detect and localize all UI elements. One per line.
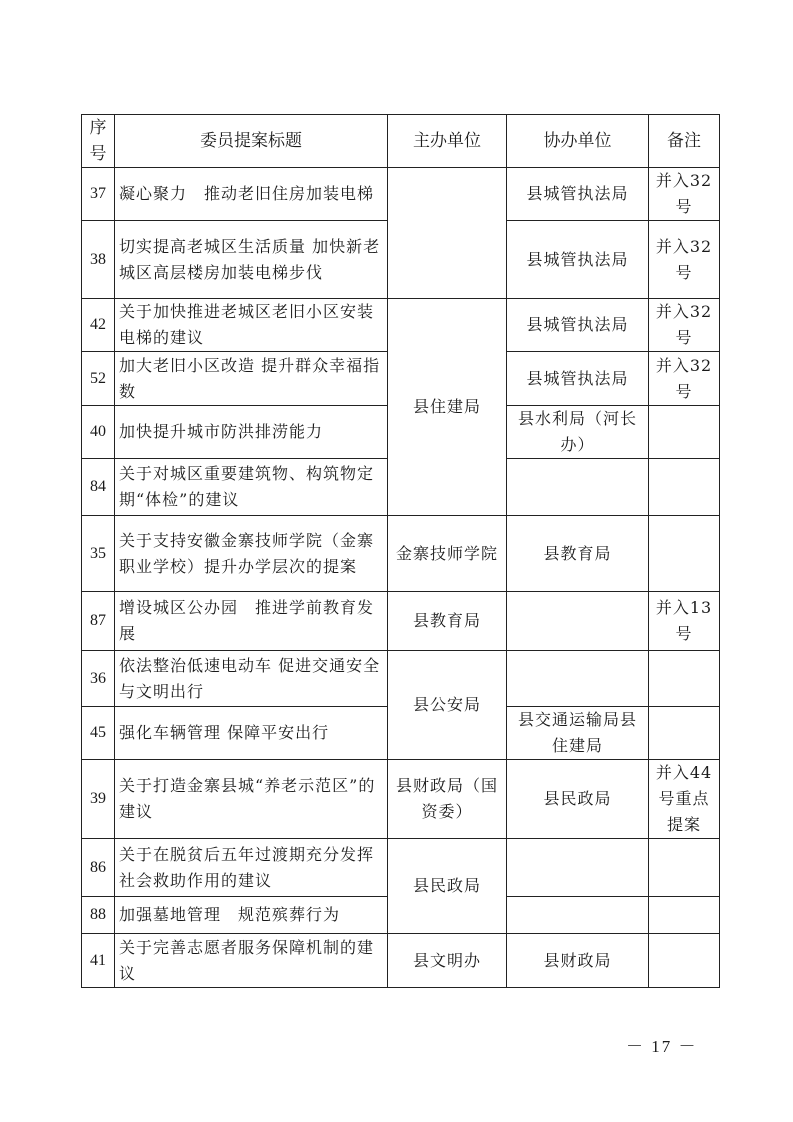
row-assist bbox=[507, 897, 649, 934]
row-note bbox=[649, 459, 720, 516]
row-note: 并入32号 bbox=[649, 168, 720, 221]
row-host: 县教育局 bbox=[388, 592, 507, 651]
row-host: 县民政局 bbox=[388, 839, 507, 934]
row-num: 52 bbox=[82, 352, 115, 406]
header-title: 委员提案标题 bbox=[115, 115, 388, 168]
row-assist bbox=[507, 592, 649, 651]
row-assist: 县城管执法局 bbox=[507, 168, 649, 221]
table-row bbox=[82, 934, 720, 988]
row-assist: 县财政局 bbox=[507, 934, 649, 988]
row-title: 关于打造金寨县城“养老示范区”的建议 bbox=[115, 760, 388, 839]
row-note bbox=[649, 707, 720, 760]
row-note: 并入13号 bbox=[649, 592, 720, 651]
row-num: 42 bbox=[82, 299, 115, 352]
row-num: 37 bbox=[82, 168, 115, 221]
row-num: 86 bbox=[82, 839, 115, 897]
row-title: 加大老旧小区改造 提升群众幸福指数 bbox=[115, 352, 388, 406]
header-num: 序号 bbox=[82, 115, 115, 168]
row-title: 关于完善志愿者服务保障机制的建议 bbox=[115, 934, 388, 988]
row-host: 县公安局 bbox=[388, 651, 507, 760]
row-title: 切实提高老城区生活质量 加快新老城区高层楼房加装电梯步伐 bbox=[115, 221, 388, 299]
row-note: 并入32号 bbox=[649, 352, 720, 406]
row-note bbox=[649, 406, 720, 459]
table-header-row bbox=[82, 115, 720, 168]
row-num: 39 bbox=[82, 760, 115, 839]
row-assist bbox=[507, 651, 649, 707]
row-assist: 县交通运输局县住建局 bbox=[507, 707, 649, 760]
row-assist: 县城管执法局 bbox=[507, 299, 649, 352]
row-num: 45 bbox=[82, 707, 115, 760]
row-note: 并入32号 bbox=[649, 221, 720, 299]
row-num: 38 bbox=[82, 221, 115, 299]
row-num: 40 bbox=[82, 406, 115, 459]
row-title: 关于支持安徽金寨技师学院（金寨职业学校）提升办学层次的提案 bbox=[115, 516, 388, 592]
row-note bbox=[649, 839, 720, 897]
row-note: 并入44号重点提案 bbox=[649, 760, 720, 839]
table-row bbox=[82, 651, 720, 707]
row-host: 县文明办 bbox=[388, 934, 507, 988]
row-title: 依法整治低速电动车 促进交通安全与文明出行 bbox=[115, 651, 388, 707]
row-host: 县住建局 bbox=[388, 299, 507, 516]
row-note bbox=[649, 934, 720, 988]
row-title: 关于对城区重要建筑物、构筑物定期“体检”的建议 bbox=[115, 459, 388, 516]
row-note bbox=[649, 897, 720, 934]
header-assist: 协办单位 bbox=[507, 115, 649, 168]
row-title: 关于加快推进老城区老旧小区安装电梯的建议 bbox=[115, 299, 388, 352]
header-note: 备注 bbox=[649, 115, 720, 168]
row-assist bbox=[507, 459, 649, 516]
row-num: 41 bbox=[82, 934, 115, 988]
row-title: 加快提升城市防洪排涝能力 bbox=[115, 406, 388, 459]
row-title: 强化车辆管理 保障平安出行 bbox=[115, 707, 388, 760]
table-row bbox=[82, 839, 720, 897]
row-note: 并入32号 bbox=[649, 299, 720, 352]
row-num: 87 bbox=[82, 592, 115, 651]
row-assist: 县教育局 bbox=[507, 516, 649, 592]
proposal-table bbox=[81, 114, 720, 988]
row-title: 加强墓地管理 规范殡葬行为 bbox=[115, 897, 388, 934]
table-row bbox=[82, 168, 720, 221]
row-num: 84 bbox=[82, 459, 115, 516]
row-host-empty bbox=[388, 168, 507, 299]
table-row bbox=[82, 299, 720, 352]
row-note bbox=[649, 651, 720, 707]
page-number: － 17 － bbox=[626, 1037, 698, 1056]
row-title: 凝心聚力 推动老旧住房加装电梯 bbox=[115, 168, 388, 221]
table-row bbox=[82, 592, 720, 651]
row-num: 88 bbox=[82, 897, 115, 934]
row-num: 35 bbox=[82, 516, 115, 592]
header-host: 主办单位 bbox=[388, 115, 507, 168]
row-title: 增设城区公办园 推进学前教育发展 bbox=[115, 592, 388, 651]
row-host: 县财政局（国资委） bbox=[388, 760, 507, 839]
row-num: 36 bbox=[82, 651, 115, 707]
row-assist: 县城管执法局 bbox=[507, 221, 649, 299]
row-note bbox=[649, 516, 720, 592]
row-host: 金寨技师学院 bbox=[388, 516, 507, 592]
row-assist bbox=[507, 839, 649, 897]
row-assist: 县民政局 bbox=[507, 760, 649, 839]
table-row bbox=[82, 516, 720, 592]
row-assist: 县城管执法局 bbox=[507, 352, 649, 406]
row-assist: 县水利局（河长办） bbox=[507, 406, 649, 459]
row-title: 关于在脱贫后五年过渡期充分发挥社会救助作用的建议 bbox=[115, 839, 388, 897]
table-row bbox=[82, 760, 720, 839]
